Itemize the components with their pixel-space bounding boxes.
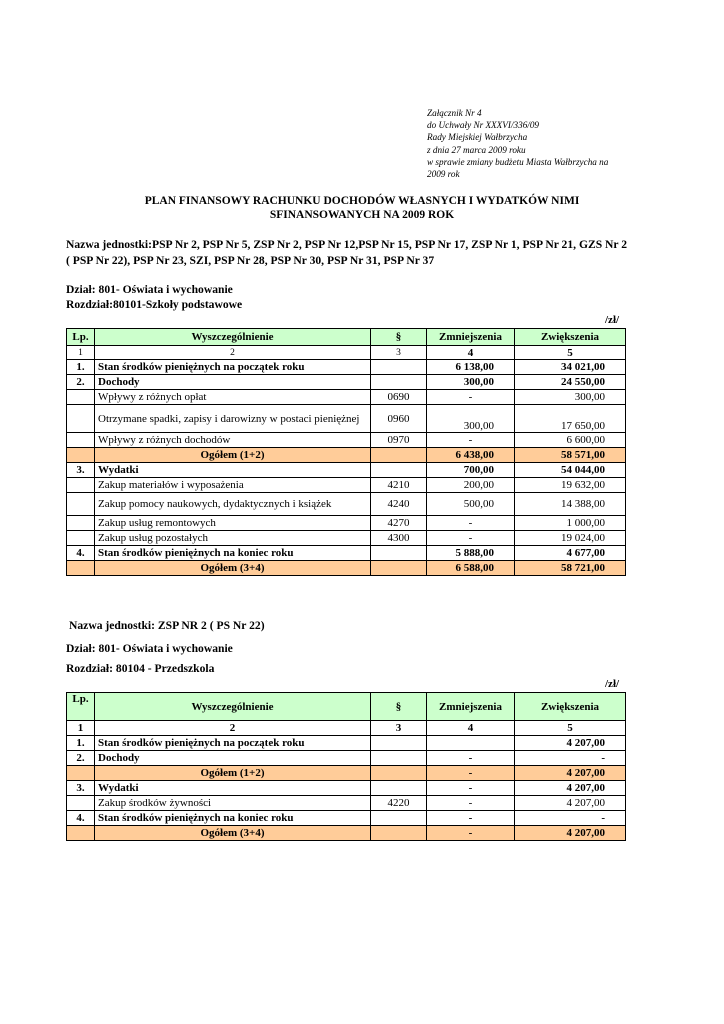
title-line-1: PLAN FINANSOWY RACHUNKU DOCHODÓW WŁASNYCH I WYDATKÓW NIMI (144, 195, 580, 207)
cell-dec: 300,00 (427, 405, 515, 433)
cell-inc: 17 650,00 (515, 405, 626, 433)
cell-dec: 300,00 (427, 375, 515, 390)
cell-lp: 1. (67, 736, 95, 751)
cell-dec: 700,00 (427, 463, 515, 478)
header-lp: Lp. (67, 329, 95, 346)
cell-desc: Stan środków pieniężnych na koniec roku (95, 546, 371, 561)
page-title (60, 194, 664, 222)
cell-dec: - (427, 390, 515, 405)
cell-inc: 34 021,00 (515, 360, 626, 375)
cell-desc: Otrzymane spadki, zapisy i darowizny w postaci pieniężnej (95, 405, 371, 433)
cell-desc: Zakup usług remontowych (95, 516, 371, 531)
cell-dec: 500,00 (427, 493, 515, 516)
cell-inc: 6 600,00 (515, 433, 626, 448)
table-row (67, 546, 626, 561)
unit-name-2: Nazwa jednostki: ZSP NR 2 ( PS Nr 22) (69, 619, 265, 632)
cell-par (371, 360, 427, 375)
cell-lp (67, 478, 95, 493)
colnum: 3 (371, 346, 427, 360)
table-header-row (67, 329, 626, 346)
table-row (67, 796, 626, 811)
cell-inc: 300,00 (515, 390, 626, 405)
cell-desc: Dochody (95, 751, 371, 766)
total-row (67, 826, 626, 841)
table-row (67, 751, 626, 766)
table-row (67, 390, 626, 405)
table-header-row (67, 693, 626, 721)
rozdzial-label-1: Rozdział:80101-Szkoły podstawowe (66, 298, 243, 311)
colnum: 1 (67, 721, 95, 736)
cell-par (371, 448, 427, 463)
cell-dec: - (427, 433, 515, 448)
cell-desc: Stan środków pieniężnych na koniec roku (95, 811, 371, 826)
currency-unit-1: /zł/ (605, 314, 620, 326)
cell-desc: Ogółem (3+4) (95, 561, 371, 576)
table-row (67, 463, 626, 478)
cell-inc: 54 044,00 (515, 463, 626, 478)
annex-line: do Uchwały Nr XXXVI/336/09 (427, 120, 540, 131)
cell-lp: 4. (67, 811, 95, 826)
cell-inc: 58 721,00 (515, 561, 626, 576)
cell-lp (67, 448, 95, 463)
cell-lp (67, 531, 95, 546)
cell-par (371, 781, 427, 796)
colnum: 4 (427, 721, 515, 736)
header-dec: Zmniejszenia (427, 693, 515, 721)
colnum: 1 (67, 346, 95, 360)
cell-par (371, 546, 427, 561)
total-row (67, 766, 626, 781)
table-row (67, 405, 626, 433)
cell-lp (67, 433, 95, 448)
column-number-row (67, 721, 626, 736)
cell-dec: - (427, 796, 515, 811)
cell-par: 4210 (371, 478, 427, 493)
colnum: 3 (371, 721, 427, 736)
annex-line: 2009 rok (427, 169, 460, 180)
cell-lp: 1. (67, 360, 95, 375)
cell-desc: Zakup usług pozostałych (95, 531, 371, 546)
cell-dec: 200,00 (427, 478, 515, 493)
cell-lp (67, 516, 95, 531)
cell-dec: 5 888,00 (427, 546, 515, 561)
title-line-2: SFINANSOWANYCH NA 2009 ROK (269, 209, 455, 221)
header-inc: Zwiększenia (515, 329, 626, 346)
cell-par: 4240 (371, 493, 427, 516)
table-row (67, 375, 626, 390)
colnum: 2 (95, 721, 371, 736)
colnum: 4 (427, 346, 515, 360)
cell-lp: 3. (67, 463, 95, 478)
total-row (67, 448, 626, 463)
cell-lp (67, 561, 95, 576)
header-par: § (371, 329, 427, 346)
cell-inc: 4 207,00 (515, 781, 626, 796)
cell-dec: 6 438,00 (427, 448, 515, 463)
cell-desc: Stan środków pieniężnych na początek roku (95, 360, 371, 375)
cell-desc: Dochody (95, 375, 371, 390)
cell-inc: 19 024,00 (515, 531, 626, 546)
cell-desc: Zakup pomocy naukowych, dydaktycznych i książek (95, 493, 371, 516)
cell-desc: Ogółem (3+4) (95, 826, 371, 841)
cell-par (371, 463, 427, 478)
header-desc: Wyszczególnienie (95, 693, 371, 721)
unit-name-1: Nazwa jednostki:PSP Nr 2, PSP Nr 5, ZSP Nr 2, PSP Nr 12,PSP Nr 15, PSP Nr 17, ZSP Nr 1, PSP Nr 21, GZS Nr 2 ( PSP Nr 22), PSP Nr 23, SZI, PSP Nr 28, PSP Nr 30, PSP Nr 31, PSP Nr 37 (66, 238, 628, 267)
cell-dec: - (427, 781, 515, 796)
cell-inc: 4 207,00 (515, 826, 626, 841)
column-number-row (67, 346, 626, 360)
rozdzial-label-2: Rozdział: 80104 - Przedszkola (66, 662, 215, 675)
cell-desc: Zakup materiałów i wyposażenia (95, 478, 371, 493)
table-row (67, 360, 626, 375)
cell-lp (67, 796, 95, 811)
cell-desc: Ogółem (1+2) (95, 766, 371, 781)
cell-lp (67, 826, 95, 841)
cell-inc: - (515, 811, 626, 826)
cell-par (371, 811, 427, 826)
cell-desc: Wydatki (95, 781, 371, 796)
cell-inc: 4 207,00 (515, 736, 626, 751)
cell-inc: 4 207,00 (515, 796, 626, 811)
cell-par: 4270 (371, 516, 427, 531)
cell-inc: 4 677,00 (515, 546, 626, 561)
cell-desc: Ogółem (1+2) (95, 448, 371, 463)
cell-inc: 19 632,00 (515, 478, 626, 493)
table-row (67, 433, 626, 448)
cell-lp (67, 405, 95, 433)
cell-inc: 4 207,00 (515, 766, 626, 781)
cell-dec: 6 138,00 (427, 360, 515, 375)
cell-par (371, 561, 427, 576)
header-desc: Wyszczególnienie (95, 329, 371, 346)
cell-par: 4300 (371, 531, 427, 546)
cell-lp: 3. (67, 781, 95, 796)
cell-dec: - (427, 751, 515, 766)
table-row (67, 493, 626, 516)
cell-lp (67, 493, 95, 516)
table-row (67, 781, 626, 796)
cell-lp (67, 390, 95, 405)
total-row (67, 561, 626, 576)
dzial-label-2: Dział: 801- Oświata i wychowanie (66, 642, 233, 655)
cell-desc: Wpływy z różnych dochodów (95, 433, 371, 448)
finance-table-2 (66, 692, 626, 841)
cell-dec (427, 736, 515, 751)
cell-par (371, 751, 427, 766)
annex-line: Załącznik Nr 4 (427, 108, 482, 118)
cell-lp (67, 766, 95, 781)
header-inc: Zwiększenia (515, 693, 626, 721)
cell-desc: Zakup środków żywności (95, 796, 371, 811)
cell-inc: 58 571,00 (515, 448, 626, 463)
dzial-label-1: Dział: 801- Oświata i wychowanie (66, 283, 233, 296)
cell-inc: 24 550,00 (515, 375, 626, 390)
table-row (67, 478, 626, 493)
annex-line: Rady Miejskiej Wałbrzycha (427, 132, 528, 143)
cell-inc: 14 388,00 (515, 493, 626, 516)
table-row (67, 516, 626, 531)
cell-dec: - (427, 531, 515, 546)
cell-dec: - (427, 826, 515, 841)
header-par: § (371, 693, 427, 721)
table-row (67, 531, 626, 546)
cell-par (371, 766, 427, 781)
cell-dec: 6 588,00 (427, 561, 515, 576)
currency-unit-2: /zł/ (605, 678, 620, 690)
cell-par (371, 375, 427, 390)
annex-line: w sprawie zmiany budżetu Miasta Wałbrzycha na (427, 156, 609, 167)
colnum: 2 (95, 346, 371, 360)
cell-desc: Stan środków pieniężnych na początek roku (95, 736, 371, 751)
cell-desc: Wpływy z różnych opłat (95, 390, 371, 405)
cell-par: 0970 (371, 433, 427, 448)
annex-line: z dnia 27 marca 2009 roku (427, 144, 526, 155)
table-row (67, 736, 626, 751)
cell-lp: 4. (67, 546, 95, 561)
cell-par: 0960 (371, 405, 427, 433)
cell-inc: 1 000,00 (515, 516, 626, 531)
cell-dec: - (427, 811, 515, 826)
cell-lp: 2. (67, 751, 95, 766)
cell-lp: 2. (67, 375, 95, 390)
table-row (67, 811, 626, 826)
cell-dec: - (427, 766, 515, 781)
annex-note (427, 107, 627, 180)
header-lp: Lp. (67, 693, 95, 721)
cell-dec: - (427, 516, 515, 531)
cell-desc: Wydatki (95, 463, 371, 478)
colnum: 5 (515, 346, 626, 360)
colnum: 5 (515, 721, 626, 736)
cell-par: 4220 (371, 796, 427, 811)
cell-par: 0690 (371, 390, 427, 405)
cell-inc: - (515, 751, 626, 766)
finance-table-1 (66, 328, 626, 576)
cell-par (371, 826, 427, 841)
cell-par (371, 736, 427, 751)
header-dec: Zmniejszenia (427, 329, 515, 346)
